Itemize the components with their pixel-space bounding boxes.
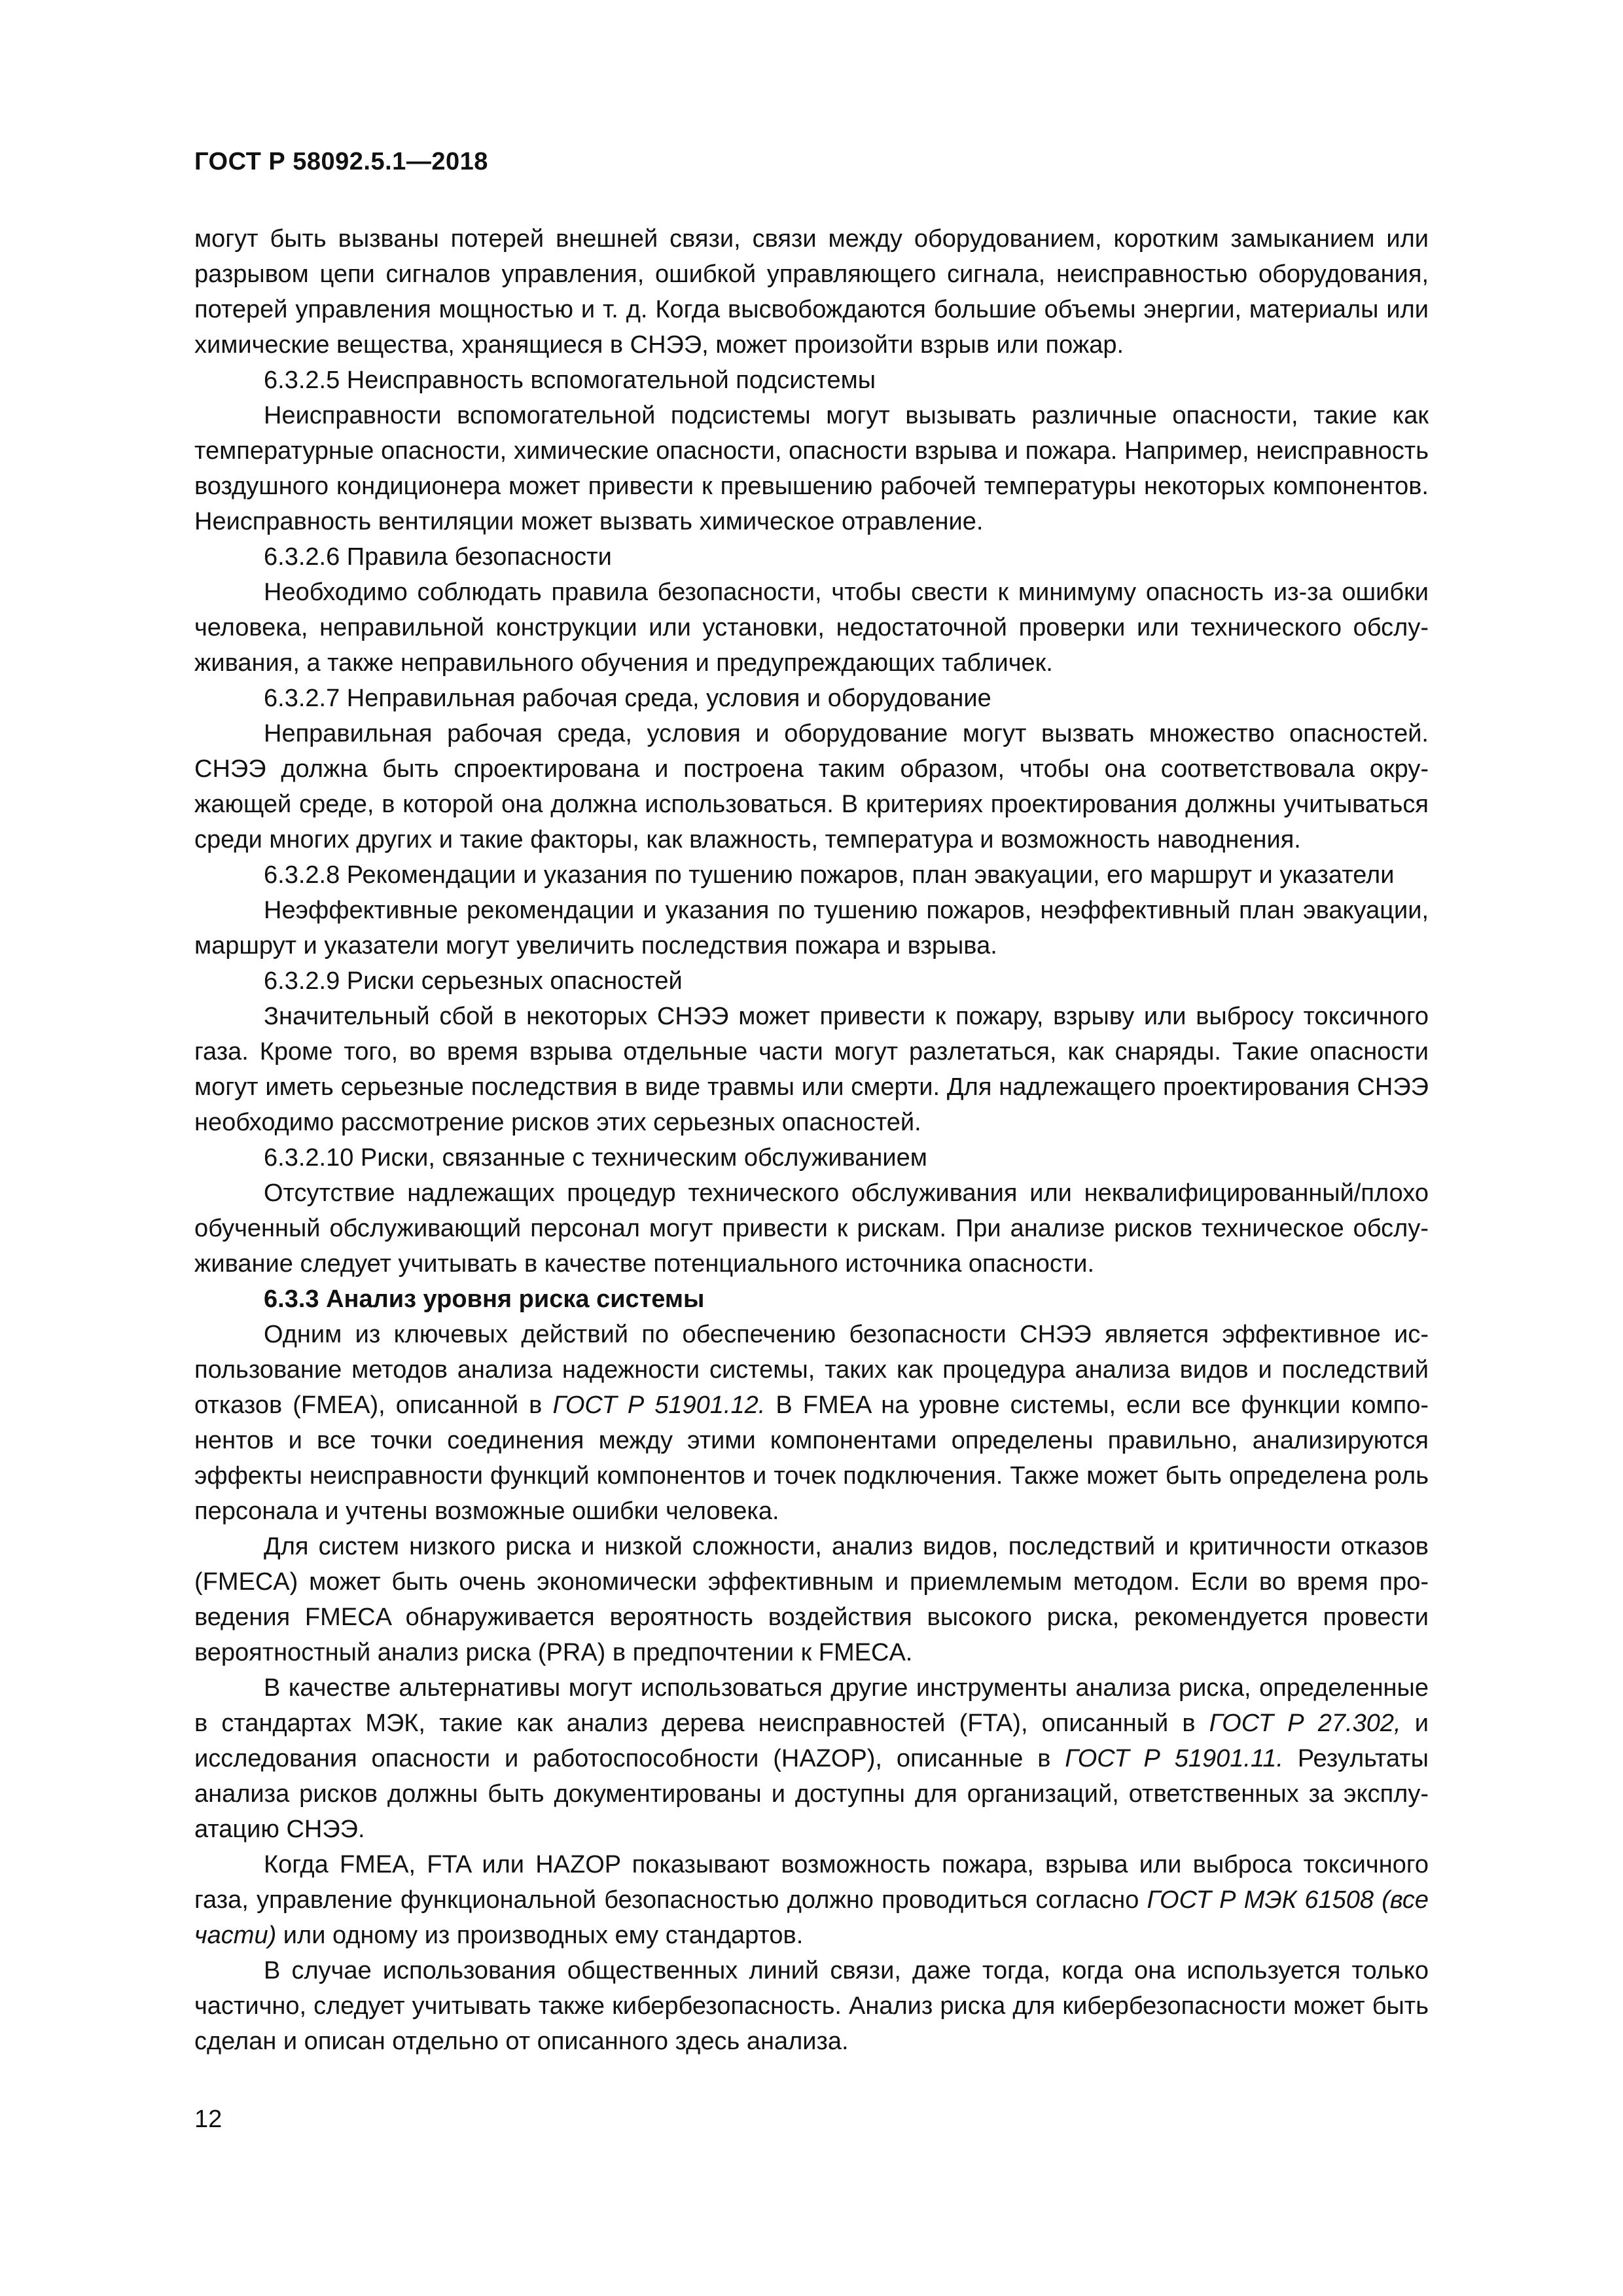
- paragraph-auxiliary-subsystem: Неисправности вспомогательной подсистемы могут вызывать различные опасности, такие как температурные опасности, химические опасности, опасности взрыва и пожара. Например, неисправность воздушного кондиционера может привести к превышению рабочей температуры некоторых компонентов. Неисправность вентиляции может вызвать химическое отравление.: [194, 402, 1429, 535]
- text-run: В FMEA на уровне системы, если все функции компонентов и все точки соединения между этими компонентами определены правильно, анализируются эффекты неисправности функций компонентов и точек подключения. Также может быть определена роль персонала и учтены возможные ошибки человека.: [194, 1391, 1429, 1525]
- standard-reference: ГОСТ Р 51901.11.: [1065, 1745, 1283, 1772]
- paragraph-fmea: [194, 1317, 1429, 1529]
- text-run: Одним из ключевых действий по обеспечению безопасности СНЭЭ является эффективное использование методов анализа надежности системы, таких как процедура анализа видов и последствий отказов (FMEA), описанной в: [194, 1321, 1429, 1419]
- paragraph-alternative-tools: [194, 1670, 1429, 1847]
- standard-reference: ГОСТ Р 27.302,: [1209, 1710, 1401, 1737]
- paragraph-safety-rules: Необходимо соблюдать правила безопасности, чтобы свести к минимуму опасность из-за ошибки человека, неправильной конструкции или установки, недостаточной проверки или технического обслуживания, а также неправильного обучения и предупреждающих табличек.: [194, 579, 1429, 677]
- paragraph-cybersecurity: В случае использования общественных линий связи, даже тогда, когда она используется только частично, следует учитывать также кибербезопасность. Анализ риска для кибербезопасности может быть сделан и описан отдельно от описанного здесь анализа.: [194, 1957, 1429, 2055]
- paragraph-fire-evacuation: Неэффективные рекомендации и указания по тушению пожаров, неэффективный план эвакуации, маршрут и указатели могут увеличить последствия пожара и взрыва.: [194, 897, 1429, 960]
- text-run: Результаты анализа рисков должны быть документированы и доступны для организаций, ответственных за эксплуатацию СНЭЭ.: [194, 1745, 1429, 1843]
- text-run: Когда FMEA, FTA или HAZOP показывают возможность пожара, взрыва или выброса токсичного газа, управление функциональной безопасностью должно проводиться согласно: [194, 1851, 1429, 1914]
- section-heading-6-3-3: 6.3.3 Анализ уровня риска системы: [264, 1285, 705, 1313]
- paragraph-fmeca: Для систем низкого риска и низкой сложности, анализ видов, последствий и критичности отказов (FMECA) может быть очень экономически эффективным и приемлемым методом. Если во время проведения FMECA обнаруживается вероятность воздействия высокого риска, рекомендуется провести вероятностный анализ риска (PRA) в предпочтении к FMECA.: [194, 1533, 1429, 1666]
- paragraph-functional-safety: [194, 1847, 1429, 1953]
- subsection-heading-6-3-2-5: 6.3.2.5 Неисправность вспомогательной подсистемы: [264, 367, 876, 394]
- text-run: В качестве альтернативы могут использоваться другие инструменты анализа риска, определенные в стандартах МЭК, такие как анализ дерева неисправностей (FTA), описанный в: [194, 1674, 1429, 1737]
- paragraph-serious-hazards: Значительный сбой в некоторых СНЭЭ может привести к пожару, взрыву или выбросу токсичного газа. Кроме того, во время взрыва отдельные части могут разлетаться, как снаряды. Такие опасности могут иметь серьезные последствия в виде травмы или смерти. Для надлежащего проектирования СНЭЭ необходимо рассмотрение рисков этих серьезных опасностей.: [194, 1003, 1429, 1136]
- paragraph-continuation: могут быть вызваны потерей внешней связи, связи между оборудованием, коротким замыканием или разрывом цепи сигналов управления, ошибкой управляющего сигнала, неисправностью оборудования, потерей управления мощностью и т. д. Когда высвобождаются большие объемы энергии, материалы или химические вещества, хранящиеся в СНЭЭ, может произойти взрыв или пожар.: [194, 225, 1429, 359]
- paragraph-maintenance-risks: Отсутствие надлежащих процедур технического обслуживания или неквалифицированный/плохо обученный обслуживающий персонал могут привести к рискам. При анализе рисков техническое обслуживание следует учитывать в качестве потенциального источника опасности.: [194, 1179, 1429, 1278]
- standard-reference: ГОСТ Р 51901.12.: [552, 1391, 766, 1419]
- subsection-heading-6-3-2-7: 6.3.2.7 Неправильная рабочая среда, условия и оборудование: [264, 685, 991, 712]
- subsection-heading-6-3-2-6: 6.3.2.6 Правила безопасности: [264, 543, 612, 571]
- subsection-heading-6-3-2-10: 6.3.2.10 Риски, связанные с техническим обслуживанием: [264, 1144, 927, 1172]
- text-run: или одному из производных ему стандартов.: [276, 1922, 804, 1949]
- subsection-heading-6-3-2-9: 6.3.2.9 Риски серьезных опасностей: [264, 967, 683, 995]
- paragraph-operating-environment: Неправильная рабочая среда, условия и оборудование могут вызвать множество опасностей. СНЭЭ должна быть спроектирована и построена таким образом, чтобы она соответствовала окружающей среде, в которой она должна использоваться. В критериях проектирования должны учитываться среди многих других и такие факторы, как влажность, температура и возможность наводнения.: [194, 720, 1429, 853]
- page-number: 12: [194, 2106, 223, 2133]
- document-header: ГОСТ Р 58092.5.1—2018: [194, 148, 488, 175]
- subsection-heading-6-3-2-8: 6.3.2.8 Рекомендации и указания по тушению пожаров, план эвакуации, его маршрут и указатели: [264, 861, 1395, 889]
- document-body: [194, 221, 1429, 2059]
- text-run: и исследования опасности и работоспособности (HAZOP), описанные в: [194, 1710, 1429, 1772]
- standard-reference: ГОСТ Р МЭК 61508 (все части): [194, 1886, 1429, 1949]
